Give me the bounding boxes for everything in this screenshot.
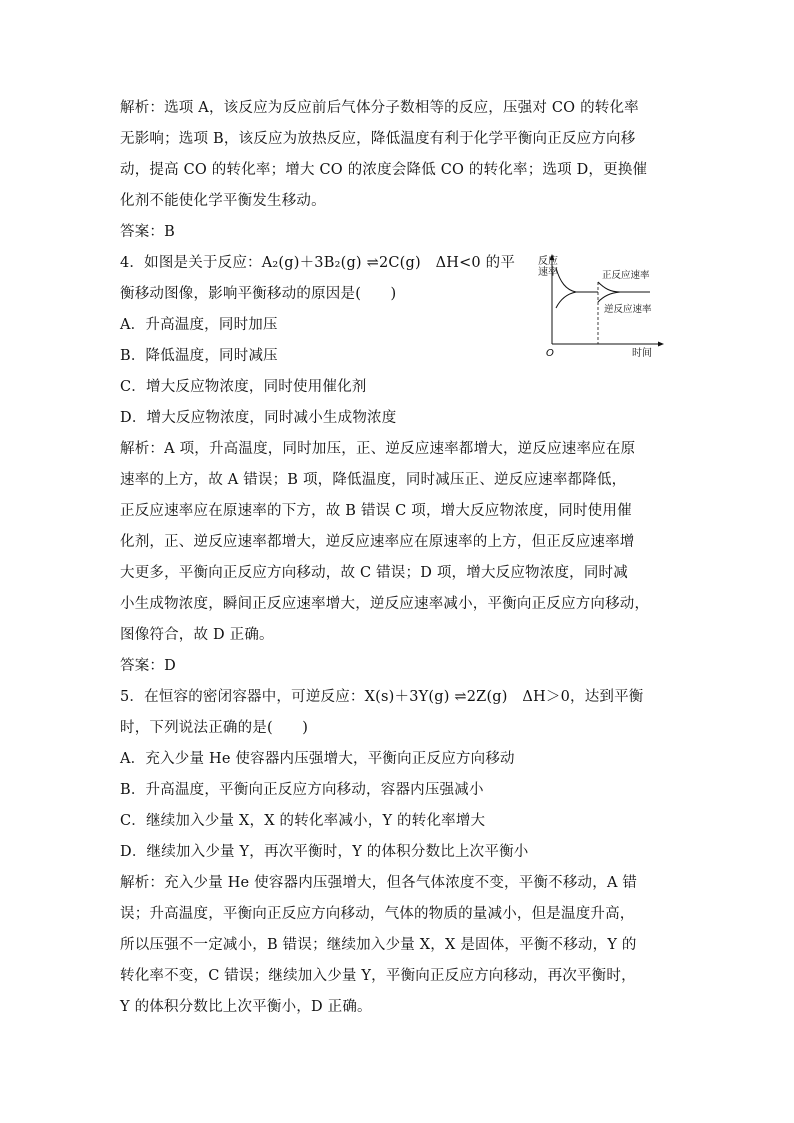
rate-time-diagram <box>532 252 672 362</box>
explanation4-line-1: 解析：A 项，升高温度，同时加压，正、逆反应速率都增大，逆反应速率应在原 <box>120 441 636 457</box>
q4-option-d: D．增大反应物浓度，同时减小生成物浓度 <box>120 410 397 426</box>
q4-option-a: A．升高温度，同时加压 <box>120 317 278 333</box>
explanation5-line-1: 解析：充入少量 He 使容器内压强增大，但各气体浓度不变，平衡不移动，A 错 <box>120 875 638 891</box>
y-axis-label-line-1: 反应 <box>538 256 558 267</box>
explanation4-line-7: 图像符合，故 D 正确。 <box>120 627 274 643</box>
explanation5-line-4: 转化率不变，C 错误；继续加入少量 Y，平衡向正反应方向移动，再次平衡时， <box>120 968 636 984</box>
forward-rate-curve-before <box>556 268 598 292</box>
forward-rate-label: 正反应速率 <box>602 270 650 281</box>
explanation4-line-2: 速率的上方，故 A 错误；B 项，降低温度，同时减压正、逆反应速率都降低， <box>120 472 627 488</box>
q5-option-d: D．继续加入少量 Y，再次平衡时，Y 的体积分数比上次平衡小 <box>120 844 529 860</box>
explanation4-line-4: 化剂，正、逆反应速率都增大，逆反应速率应在原速率的上方，但正反应速率增 <box>120 534 635 550</box>
q5-option-a: A．充入少量 He 使容器内压强增大，平衡向正反应方向移动 <box>120 751 515 767</box>
q5-stem-line-2: 时，下列说法正确的是( ) <box>120 720 309 736</box>
explanation3-line-1: 解析：选项 A，该反应为反应前后气体分子数相等的反应，压强对 CO 的转化率 <box>120 100 639 116</box>
explanation4-line-6: 小生成物浓度，瞬间正反应速率增大，逆反应速率减小，平衡向正反应方向移动， <box>120 596 650 612</box>
explanation3-line-3: 动，提高 CO 的转化率；增大 CO 的浓度会降低 CO 的转化率；选项 D，更换催 <box>120 162 648 178</box>
q4-option-b: B．降低温度，同时减压 <box>120 348 278 364</box>
explanation5-line-2: 误；升高温度，平衡向正反应方向移动，气体的物质的量减小，但是温度升高， <box>120 906 635 922</box>
answer3: 答案：B <box>120 224 175 240</box>
explanation3-line-4: 化剂不能使化学平衡发生移动。 <box>120 193 326 209</box>
explanation3-line-2: 无影响；选项 B，该反应为放热反应，降低温度有利于化学平衡向正反应方向移 <box>120 131 636 147</box>
q5-stem-line-1: 5．在恒容的密闭容器中，可逆反应：X(s)＋3Y(g) ⇌2Z(g) ΔH＞0，达到平衡 <box>120 689 644 705</box>
forward-rate-curve-after <box>598 282 650 292</box>
origin-label: O <box>546 348 554 359</box>
explanation4-line-5: 大更多，平衡向正反应方向移动，故 C 错误；D 项，增大反应物浓度，同时减 <box>120 565 628 581</box>
explanation5-line-3: 所以压强不一定减小，B 错误；继续加入少量 X，X 是固体，平衡不移动，Y 的 <box>120 937 637 953</box>
x-axis-label: 时间 <box>632 348 652 359</box>
reverse-rate-label: 逆反应速率 <box>604 304 652 315</box>
reverse-rate-curve-after <box>598 292 620 302</box>
explanation5-line-5: Y 的体积分数比上次平衡小，D 正确。 <box>120 999 372 1015</box>
y-axis-label-line-2: 速率 <box>538 267 558 278</box>
q4-stem-line-2: 衡移动图像，影响平衡移动的原因是( ) <box>120 286 397 302</box>
q4-stem-line-1: 4．如图是关于反应：A₂(g)＋3B₂(g) ⇌2C(g) ΔH<0 的平 <box>120 255 516 271</box>
reverse-rate-curve-before <box>556 292 576 308</box>
q5-option-c: C．继续加入少量 X，X 的转化率减小，Y 的转化率增大 <box>120 813 486 829</box>
explanation4-line-3: 正反应速率应在原速率的下方，故 B 错误 C 项，增大反应物浓度，同时使用催 <box>120 503 632 519</box>
x-axis-arrow <box>658 342 664 347</box>
q5-option-b: B．升高温度，平衡向正反应方向移动，容器内压强减小 <box>120 782 484 798</box>
q4-option-c: C．增大反应物浓度，同时使用催化剂 <box>120 379 367 395</box>
answer4: 答案：D <box>120 658 176 674</box>
